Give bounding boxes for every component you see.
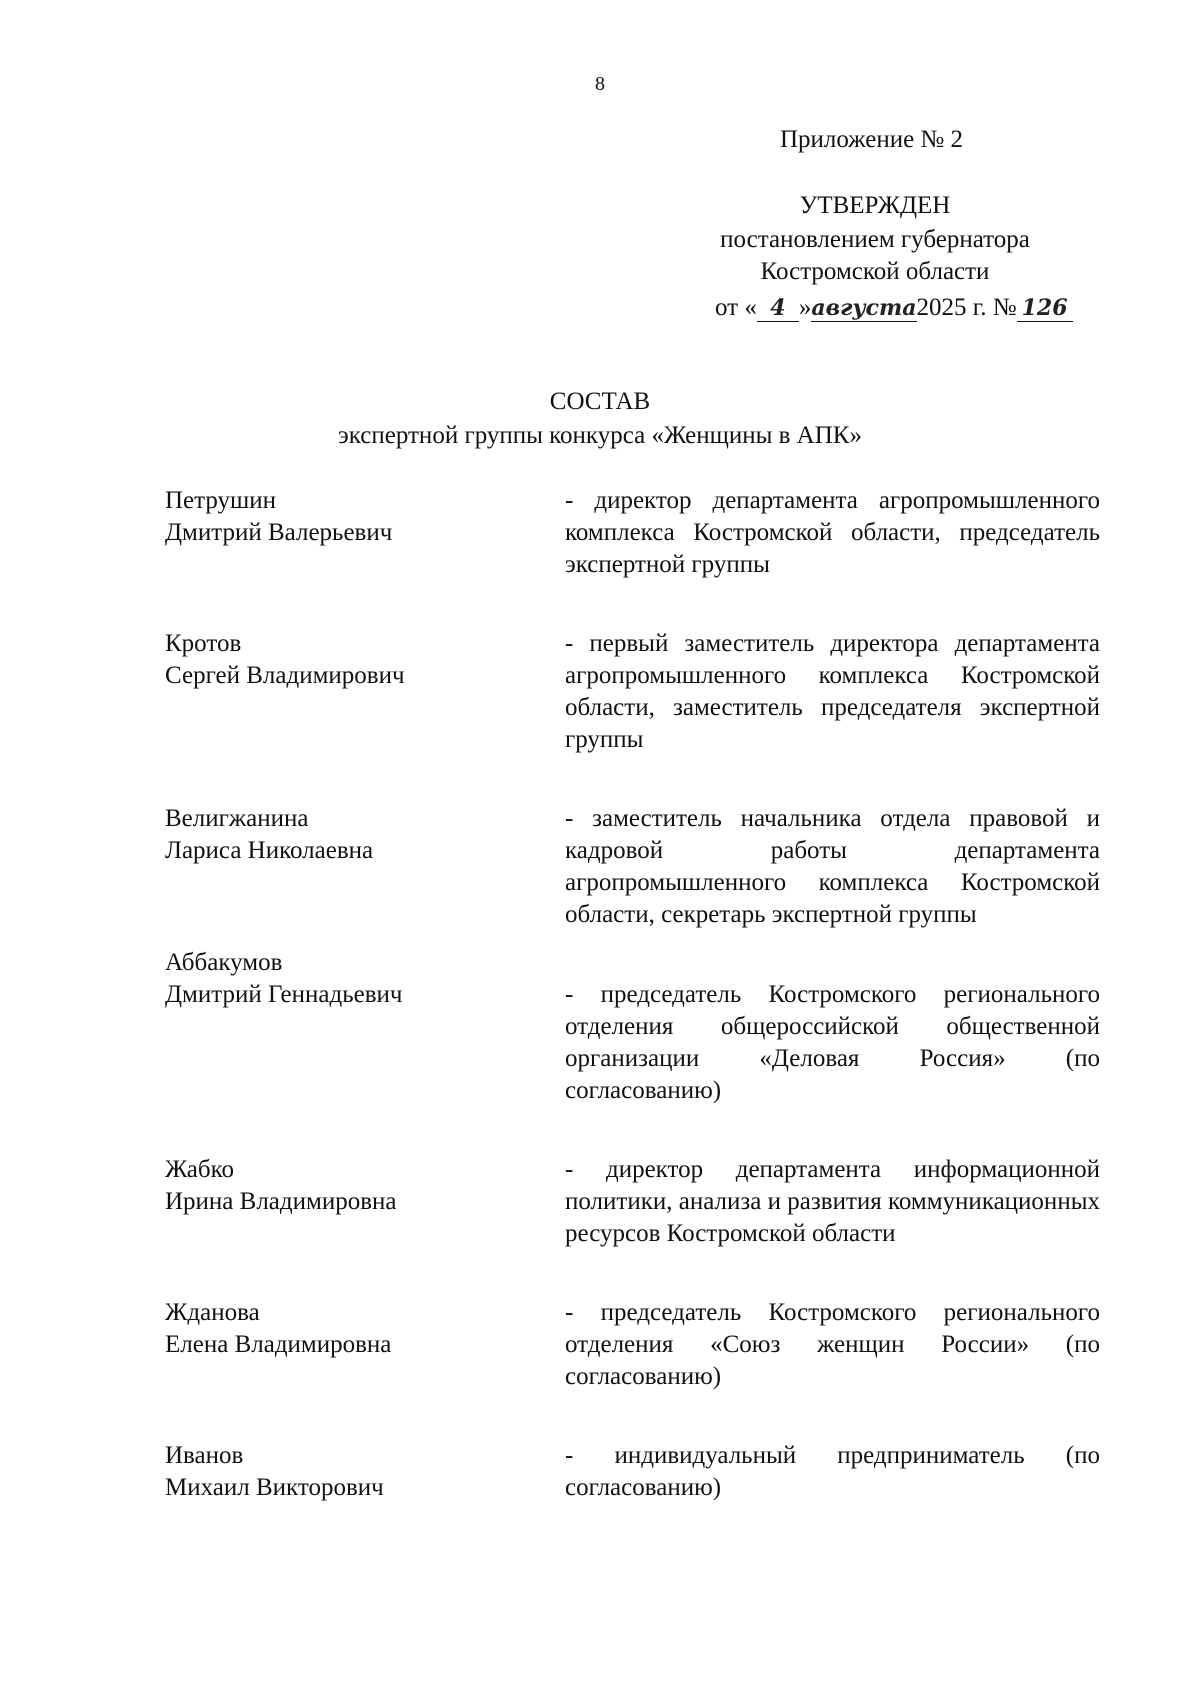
member-name bbox=[165, 1440, 565, 1504]
member-given-name: Михаил Викторович bbox=[165, 1474, 384, 1501]
decree-year: 2025 г. № bbox=[916, 294, 1017, 321]
member-role: - председатель Костромского регионального отделения «Союз женщин России» (по согласованию) bbox=[565, 1299, 1100, 1390]
document-subtitle: экспертной группы конкурса «Женщины в АПК» bbox=[338, 422, 862, 449]
member-given-name: Дмитрий Валерьевич bbox=[165, 519, 393, 546]
member-entry bbox=[165, 628, 1100, 756]
member-entry bbox=[165, 947, 1100, 1107]
member-name bbox=[165, 947, 565, 1107]
member-surname: Велигжанина bbox=[165, 805, 309, 832]
member-name bbox=[165, 1297, 565, 1393]
members-list bbox=[165, 485, 1100, 1504]
member-role: - директор департамента информационной политики, анализа и развития коммуникационных ресурсов Костромской области bbox=[565, 1156, 1100, 1247]
member-role: - председатель Костромского регионального отделения общероссийской общественной организации «Деловая Россия» (по согласованию) bbox=[565, 981, 1100, 1104]
approval-stamp-block bbox=[655, 188, 1095, 288]
approved-heading: УТВЕРЖДЕН bbox=[799, 192, 951, 219]
document-title: СОСТАВ bbox=[549, 388, 651, 415]
member-given-name: Лариса Николаевна bbox=[165, 837, 374, 864]
decree-date-line bbox=[715, 292, 1073, 324]
member-surname: Жабко bbox=[165, 1156, 234, 1183]
document-title-block bbox=[0, 384, 1200, 452]
member-entry bbox=[165, 1154, 1100, 1250]
member-given-name: Дмитрий Геннадьевич bbox=[165, 981, 403, 1008]
handwritten-month: августа bbox=[811, 295, 917, 321]
member-surname: Аббакумов bbox=[165, 949, 283, 976]
member-surname: Иванов bbox=[165, 1442, 244, 1469]
member-name bbox=[165, 1154, 565, 1250]
member-role: - индивидуальный предприниматель (по согласованию) bbox=[565, 1442, 1100, 1501]
member-name bbox=[165, 628, 565, 756]
handwritten-day: 4 bbox=[757, 295, 799, 322]
member-given-name: Сергей Владимирович bbox=[165, 662, 405, 689]
approval-line-1: постановлением губернатора bbox=[720, 226, 1030, 253]
handwritten-decree-number: 126 bbox=[1017, 295, 1073, 322]
member-role: - директор департамента агропромышленного комплекса Костромской области, председатель экспертной группы bbox=[565, 487, 1100, 578]
member-name bbox=[165, 803, 565, 931]
member-entry bbox=[165, 803, 1100, 931]
member-name bbox=[165, 485, 565, 581]
member-surname: Кротов bbox=[165, 630, 242, 657]
member-entry bbox=[165, 1440, 1100, 1504]
member-surname: Жданова bbox=[165, 1299, 260, 1326]
member-surname: Петрушин bbox=[165, 487, 277, 514]
member-role: - первый заместитель директора департамента агропромышленного комплекса Костромской области, заместитель председателя экспертной группы bbox=[565, 630, 1100, 753]
member-given-name: Ирина Владимировна bbox=[165, 1188, 397, 1215]
member-entry bbox=[165, 1297, 1100, 1393]
page-number: 8 bbox=[595, 73, 605, 95]
member-role: - заместитель начальника отдела правовой и кадровой работы департамента агропромышленного комплекса Костромской области, секретарь экспертной группы bbox=[565, 805, 1100, 928]
member-given-name: Елена Владимировна bbox=[165, 1331, 392, 1358]
appendix-label: Приложение № 2 bbox=[780, 126, 964, 153]
approval-line-2: Костромской области bbox=[760, 258, 990, 285]
decree-prefix: от « bbox=[715, 294, 757, 321]
decree-quote-close: » bbox=[798, 294, 812, 321]
member-entry bbox=[165, 485, 1100, 581]
